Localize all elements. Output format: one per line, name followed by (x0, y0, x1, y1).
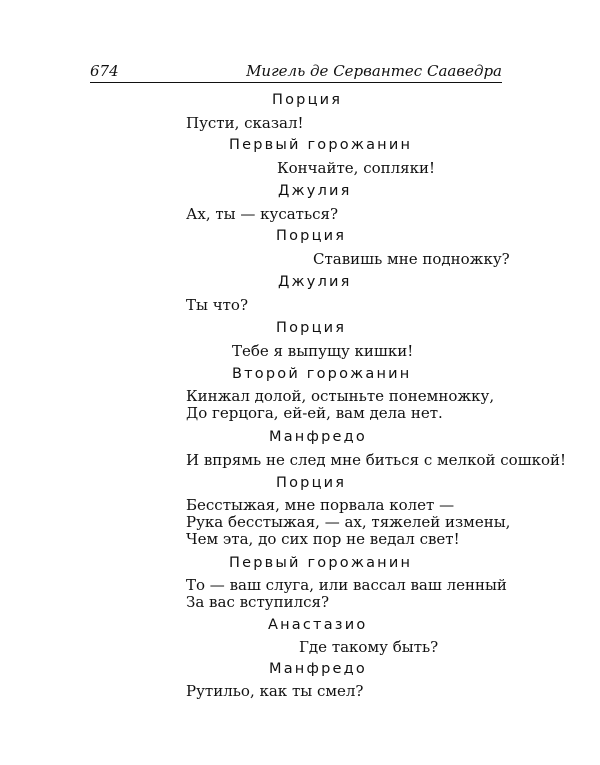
verse-line: Ах, ты — кусаться? (186, 205, 339, 223)
speaker-name: Первый горожанин (229, 137, 413, 153)
verse-line: Бесстыжая, мне порвала колет — (186, 496, 455, 514)
speaker-name: Манфредо (269, 661, 367, 677)
speaker-name: Порция (276, 320, 347, 336)
verse-line: Тебе я выпущу кишки! (232, 342, 414, 360)
verse-line: Чем эта, до сих пор не ведал свет! (186, 530, 460, 548)
speaker-name: Джулия (278, 183, 352, 199)
running-head: Мигель де Сервантес Сааведра (246, 62, 502, 80)
verse-line: До герцога, ей-ей, вам дела нет. (186, 404, 443, 422)
verse-line: Ты что? (186, 296, 248, 314)
speaker-name: Второй горожанин (232, 366, 412, 382)
verse-line: За вас вступился? (186, 593, 330, 611)
page-header (90, 60, 502, 82)
verse-line: Где такому быть? (299, 638, 439, 656)
speaker-name: Манфредо (269, 429, 367, 445)
page-number: 674 (90, 62, 119, 80)
verse-line: Пусти, сказал! (186, 114, 304, 132)
verse-line: То — ваш слуга, или вассал ваш ленный (186, 576, 507, 594)
verse-line: Кончайте, сопляки! (277, 159, 436, 177)
speaker-name: Анастазио (268, 617, 368, 633)
verse-line: Ставишь мне подножку? (313, 250, 510, 268)
speaker-name: Джулия (278, 274, 352, 290)
verse-line: Рутильо, как ты смел? (186, 682, 364, 700)
verse-line: И впрямь не след мне биться с мелкой сошкой! (186, 451, 567, 469)
speaker-name: Порция (272, 92, 343, 108)
header-rule (90, 82, 502, 83)
verse-line: Кинжал долой, остыньте понемножку, (186, 387, 495, 405)
verse-line: Рука бесстыжая, — ах, тяжелей измены, (186, 513, 511, 531)
speaker-name: Первый горожанин (229, 555, 413, 571)
speaker-name: Порция (276, 228, 347, 244)
speaker-name: Порция (276, 475, 347, 491)
